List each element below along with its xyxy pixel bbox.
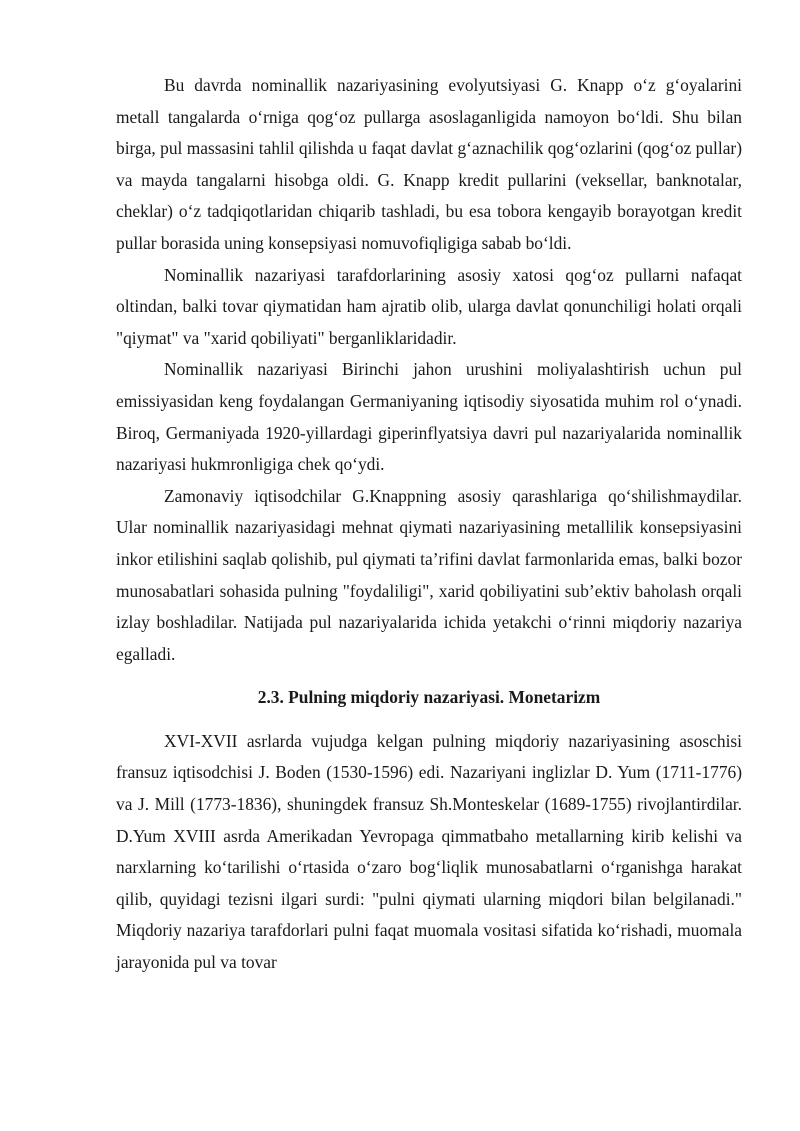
section-heading: 2.3. Pulning miqdoriy nazariyasi. Monetarizm [257, 687, 601, 708]
document-body [116, 70, 742, 979]
paragraph-germany-policy: Nominallik nazariyasi Birinchi jahon urushini moliyalashtirish uchun pul emissiyasidan keng foydalangan Germaniyaning iqtisodiy siyosatida muhim rol o‘ynadi. Biroq, Germaniyada 1920-yillardagi giperinflyatsiya davri pul nazariyalarida nominallik nazariyasi hukmronligiga chek qo‘ydi. [116, 359, 742, 475]
paragraph-nominalism-error: Nominallik nazariyasi tarafdorlarining asosiy xatosi qog‘oz pullarni nafaqat oltindan, balki tovar qiymatidan ham ajratib olib, ularga davlat qonunchiligi holati orqali "qiymat" va "xarid qobiliyati" berganliklaridadir. [116, 264, 742, 348]
paragraph-modern-economists: Zamonaviy iqtisodchilar G.Knappning asosiy qarashlariga qo‘shilishmaydilar. Ular nominallik nazariyasidagi mehnat qiymati nazariyasining metallilik konsepsiyasini inkor etilishini saqlab qolishib, pul qiymati ta’rifini davlat farmonlarida emas, balki bozor munosabatlari sohasida pulning "foydaliligi", xarid qobiliyatini sub’ektiv baholash orqali izlay boshladilar. Natijada pul nazariyalarida ichida yetakchi o‘rinni miqdoriy nazariya egalladi. [116, 485, 742, 664]
paragraph-knapp-evolution: Bu davrda nominallik nazariyasining evolyutsiyasi G. Knapp o‘z g‘oyalarini metall tangalarda o‘rniga qog‘oz pullarga asoslaganligida namoyon bo‘ldi. Shu bilan birga, pul massasini tahlil qilishda u faqat davlat g‘aznachilik qog‘ozlarini (qog‘oz pullar) va mayda tangalarni hisobga oldi. G. Knapp kredit pullarini (veksellar, banknotalar, cheklar) o‘z tadqiqotlaridan chiqarib tashladi, bu esa tobora kengayib borayotgan kredit pullar borasida uning konsepsiyasi nomuvofiqligiga sabab bo‘ldi. [116, 75, 742, 253]
paragraph-quantity-theory: XVI-XVII asrlarda vujudga kelgan pulning miqdoriy nazariyasining asoschisi fransuz iqtisodchisi J. Boden (1530-1596) edi. Nazariyani inglizlar D. Yum (1711-1776) va J. Mill (1773-1836), shuningdek fransuz Sh.Monteskelar (1689-1755) rivojlantirdilar. D.Yum XVIII asrda Amerikadan Yevropaga qimmatbaho metallarning kirib kelishi va narxlarning ko‘tarilishi o‘rtasida o‘zaro bog‘liqlik munosabatlarni o‘rganishga harakat qilib, quyidagi tezisni ilgari surdi: "pulni qiymati ularning miqdori bilan belgilanadi." Miqdoriy nazariya tarafdorlari pulni faqat muomala vositasi sifatida ko‘rishadi, muomala jarayonida pul va tovar [116, 730, 742, 973]
